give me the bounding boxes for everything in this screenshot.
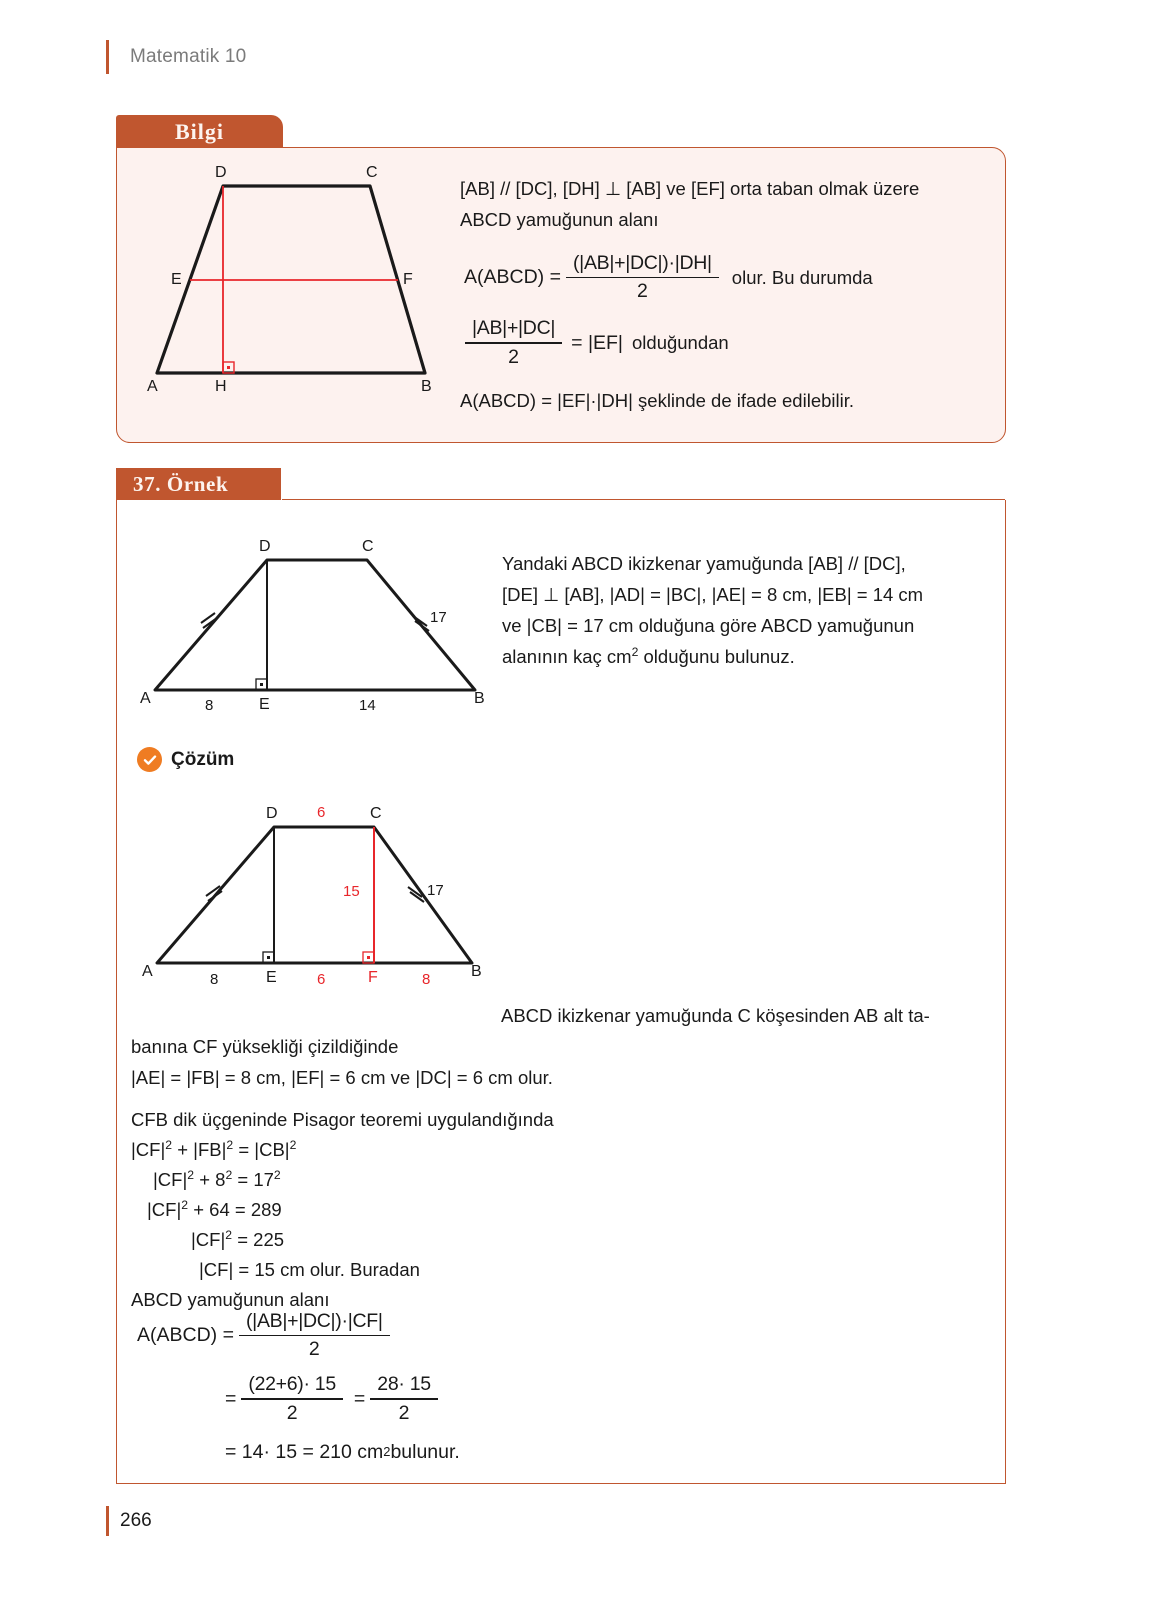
area-equation-2 — [225, 1373, 460, 1424]
segment-length-fb: 8 — [422, 971, 431, 988]
step2-b: + 8 — [194, 1169, 226, 1190]
step2-sup2: 2 — [225, 1167, 233, 1182]
formula2-rhs: = |EF| — [571, 331, 623, 354]
info-formula-3: A(ABCD) = |EF|·|DH| şeklinde de ifade edilebilir. — [460, 389, 855, 411]
step3-a: |CF| — [147, 1199, 182, 1220]
area-final-b: bulunur. — [390, 1440, 460, 1463]
info-box-text — [460, 173, 985, 416]
vertex-label-d: D — [266, 805, 278, 822]
vertex-label-e: E — [171, 271, 182, 288]
vertex-label-c: C — [366, 164, 378, 181]
example-box — [116, 468, 1006, 1484]
info-line-1: [AB] // [DC], [DH] ⊥ [AB] ve [EF] orta taban olmak üzere — [460, 178, 920, 199]
trapezoid-diagram-info — [135, 168, 445, 413]
vertex-label-f: F — [403, 271, 413, 288]
pythagoras-step-5: |CF| = 15 cm olur. Buradan — [199, 1259, 420, 1280]
step2-sup1: 2 — [187, 1167, 195, 1182]
info-box-body — [116, 147, 1006, 443]
question-line-4-b: olduğunu bulunuz. — [638, 646, 795, 667]
solution-intro-line-1: ABCD ikizkenar yamuğunda C köşesinden AB alt ta- — [501, 1005, 930, 1026]
area-heading: ABCD yamuğunun alanı — [131, 1289, 330, 1310]
step1-c: = |CB| — [233, 1139, 290, 1160]
area-fraction-2 — [241, 1373, 343, 1424]
vertex-label-e: E — [266, 969, 277, 986]
example-box-tab-label: 37. Örnek — [133, 471, 229, 496]
formula2-tail: olduğundan — [632, 332, 729, 354]
area-denominator-1: 2 — [308, 1338, 320, 1361]
solution-lengths-line — [131, 1063, 553, 1093]
vertex-label-d: D — [215, 164, 227, 181]
formula2-denominator: 2 — [508, 345, 519, 368]
info-box — [116, 115, 1006, 443]
page-footer — [106, 1506, 152, 1536]
info-formula-1 — [464, 252, 985, 303]
area-numerator-2: (22+6)· 15 — [248, 1373, 336, 1396]
info-box-tab-label: Bilgi — [174, 118, 224, 144]
example-box-top-rule — [282, 499, 1005, 500]
check-icon-glyph — [142, 752, 158, 768]
question-line-4-a: alanının kaç cm — [502, 646, 632, 667]
side-length-cb: 17 — [427, 882, 444, 899]
vertex-label-f: F — [368, 969, 378, 986]
side-length-cb: 17 — [430, 609, 447, 626]
vertex-label-d: D — [259, 538, 271, 555]
height-length-cf: 15 — [343, 883, 360, 900]
segment-length-eb: 14 — [359, 697, 376, 714]
vertex-label-a: A — [142, 963, 153, 980]
step4-a: |CF| — [191, 1229, 226, 1250]
page-footer-rule — [106, 1506, 109, 1536]
step2-c: = 17 — [232, 1169, 274, 1190]
step1-sup1: 2 — [165, 1137, 173, 1152]
right-angle-dot-h — [227, 366, 230, 369]
area-fraction-1 — [239, 1310, 390, 1361]
question-text — [502, 548, 985, 672]
vertex-label-b: B — [474, 690, 485, 707]
step1-a: |CF| — [131, 1139, 166, 1160]
step4-b: = 225 — [232, 1229, 285, 1250]
top-side-length-dc: 6 — [317, 804, 326, 821]
formula2-numerator: |AB|+|DC| — [472, 317, 556, 340]
pythagoras-step-4 — [131, 1225, 554, 1255]
vertex-label-c: C — [362, 538, 374, 555]
area-denominator-3: 2 — [398, 1401, 410, 1424]
vertex-label-b: B — [421, 378, 432, 395]
solution-heading — [137, 747, 234, 772]
segment-length-ef: 6 — [317, 971, 326, 988]
formula2-fraction — [465, 317, 562, 368]
solution-intro-paragraph — [131, 1000, 993, 1062]
running-head-title: Matematik 10 — [130, 46, 247, 67]
vertex-label-a: A — [140, 690, 151, 707]
example-box-body — [116, 500, 1006, 1484]
step3-sup: 2 — [181, 1197, 189, 1212]
area-final-a: = 14· 15 = 210 cm — [225, 1440, 384, 1463]
formula1-fraction — [566, 252, 719, 303]
area-eq3-sign: = — [353, 1387, 366, 1410]
vertex-label-b: B — [471, 963, 482, 980]
area-final-line: = 14· 15 = 210 cm 2 bulunur. — [225, 1440, 460, 1463]
info-box-tab — [116, 115, 283, 148]
solution-label: Çözüm — [171, 748, 235, 770]
formula1-lhs: A(ABCD) = — [464, 266, 561, 289]
pythagoras-heading: CFB dik üçgeninde Pisagor teoremi uygulandığında — [131, 1109, 554, 1130]
question-line-2: [DE] ⊥ [AB], |AD| = |BC|, |AE| = 8 cm, |EB| = 14 cm — [502, 584, 924, 605]
solution-pythagoras — [131, 1105, 554, 1315]
step1-b: + |FB| — [172, 1139, 227, 1160]
info-formula-2 — [460, 317, 985, 368]
solution-intro-line-2: banına CF yüksekliği çizildiğinde — [131, 1036, 399, 1057]
area-computation — [137, 1310, 460, 1464]
right-angle-dot-e — [267, 956, 270, 959]
question-line-1: Yandaki ABCD ikizkenar yamuğunda [AB] // [DC], — [502, 553, 906, 574]
step3-b: + 64 = 289 — [188, 1199, 282, 1220]
pythagoras-step-2 — [131, 1165, 554, 1195]
example-box-tab — [116, 468, 281, 500]
vertex-label-a: A — [147, 378, 158, 395]
running-head — [106, 40, 246, 74]
right-angle-dot-e — [260, 683, 263, 686]
step2-a: |CF| — [153, 1169, 188, 1190]
example-figure-2 — [142, 804, 492, 988]
page-number: 266 — [120, 1510, 152, 1531]
area-lhs: A(ABCD) = — [137, 1324, 234, 1347]
area-fraction-3 — [370, 1373, 438, 1424]
step2-sup3: 2 — [273, 1167, 281, 1182]
solution-lengths-text: |AE| = |FB| = 8 cm, |EF| = 6 cm ve |DC| = 6 cm olur. — [131, 1067, 553, 1088]
example-figure-1 — [137, 538, 487, 713]
vertex-label-e: E — [259, 696, 270, 713]
question-line-4 — [502, 641, 985, 672]
trapezoid-outline — [157, 827, 472, 963]
right-angle-dot-f — [367, 956, 370, 959]
step1-sup3: 2 — [289, 1137, 297, 1152]
info-box-figure — [135, 164, 445, 413]
pythagoras-step-3 — [131, 1195, 554, 1225]
step4-sup: 2 — [225, 1227, 233, 1242]
step1-sup2: 2 — [226, 1137, 234, 1152]
formula1-numerator: (|AB|+|DC|)·|DH| — [572, 252, 712, 274]
area-numerator-3: 28· 15 — [377, 1373, 431, 1396]
formula1-tail: olur. Bu durumda — [731, 266, 873, 288]
formula1-denominator: 2 — [636, 280, 648, 303]
question-line-3: ve |CB| = 17 cm olduğuna göre ABCD yamuğunun — [502, 615, 915, 636]
vertex-label-c: C — [370, 805, 382, 822]
area-denominator-2: 2 — [286, 1401, 298, 1424]
pythagoras-step-1 — [131, 1135, 554, 1165]
area-equation-1 — [137, 1310, 460, 1361]
area-eq2-sign: = — [225, 1387, 237, 1410]
segment-length-ae: 8 — [210, 971, 219, 988]
segment-length-ae: 8 — [205, 697, 214, 714]
info-line-2: ABCD yamuğunun alanı — [460, 209, 659, 230]
running-head-rule — [106, 40, 109, 74]
question-line-4-sup: 2 — [631, 644, 639, 659]
vertex-label-h: H — [215, 378, 227, 395]
area-numerator-1: (|AB|+|DC|)·|CF| — [245, 1310, 383, 1332]
check-icon — [137, 747, 162, 772]
